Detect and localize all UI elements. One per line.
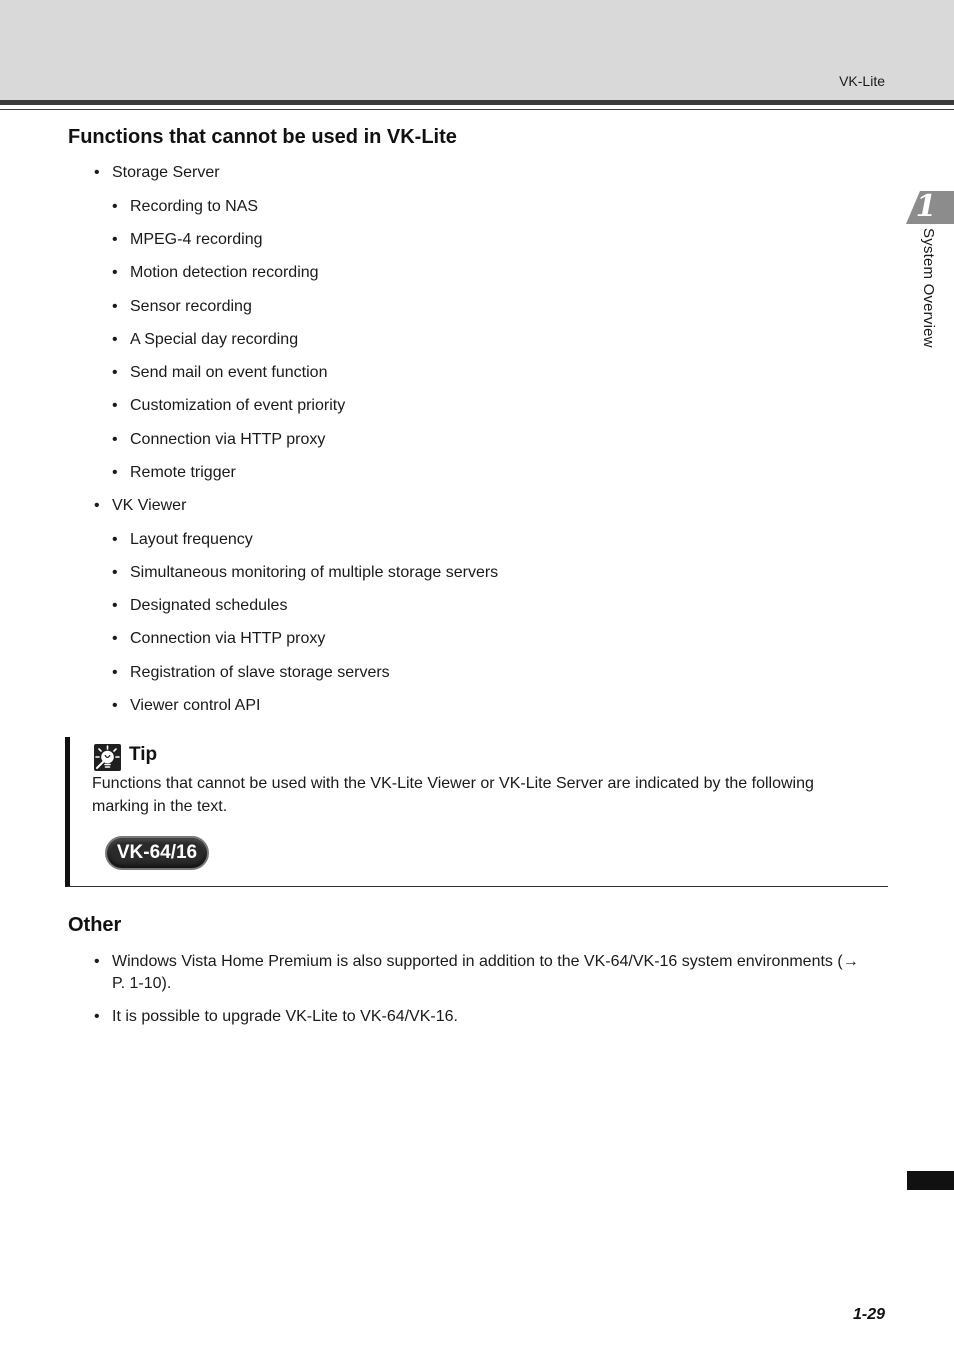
section-heading-unavailable-functions: Functions that cannot be used in VK-Lite [68,126,457,148]
bullet-icon: • [112,630,118,647]
bullet-icon: • [112,397,118,414]
section-heading-other: Other [68,914,122,936]
list-item-label: VK Viewer [112,497,187,514]
list-item-label: Customization of event priority [130,397,346,414]
list-item-label: Registration of slave storage servers [130,664,390,681]
page-number: 1-29 [852,1306,885,1323]
tip-body: Functions that cannot be used with the VK-Lite Viewer or VK-Lite Server are indicated by the following marking in the text. [92,775,814,815]
header-rule-thin [0,109,954,110]
list-item-label: Connection via HTTP proxy [130,431,326,448]
bullet-icon: • [112,431,118,448]
list-item-label: Windows Vista Home Premium is also supported in addition to the VK-64/VK-16 system environments (→ P. 1-10). [112,953,859,992]
header-band [0,0,954,100]
list-item-label: Send mail on event function [130,364,328,381]
bullet-icon: • [112,697,118,714]
header-rule [0,100,954,105]
list-item-label: A Special day recording [130,331,299,348]
list-item-label: Connection via HTTP proxy [130,630,326,647]
tip-lightbulb-icon [94,744,121,771]
list-item-label: Sensor recording [130,298,252,315]
vk-64-16-badge: VK-64/16 [105,836,209,870]
bullet-icon: • [94,497,100,514]
tip-title: Tip [129,744,158,765]
list-item-label: MPEG-4 recording [130,231,263,248]
side-marker [907,1171,954,1190]
bullet-icon: • [94,1008,100,1025]
list-item-label: Motion detection recording [130,264,319,281]
chapter-number: 1 [915,189,937,224]
bullet-icon: • [112,364,118,381]
bullet-icon: • [112,298,118,315]
bullet-icon: • [112,264,118,281]
bullet-icon: • [112,464,118,481]
list-item-label: Recording to NAS [130,198,259,215]
running-head: VK-Lite [839,73,885,89]
bullet-icon: • [112,531,118,548]
bullet-icon: • [112,231,118,248]
bullet-icon: • [112,198,118,215]
list-item [94,951,864,995]
bullet-icon: • [112,331,118,348]
list-item-label: It is possible to upgrade VK-Lite to VK-64/VK-16. [112,1008,458,1025]
bullet-icon: • [94,164,100,181]
bullet-icon: • [112,664,118,681]
list-item [94,1006,864,1028]
list-item-label: Storage Server [112,164,220,181]
list-item-label: Layout frequency [130,531,253,548]
bullet-icon: • [94,953,100,970]
bullet-icon: • [112,597,118,614]
list-item-label: Remote trigger [130,464,236,481]
list-item-label: Viewer control API [130,697,261,714]
chapter-side-label: System Overview [920,228,937,348]
bullet-icon: • [112,564,118,581]
list-item-label: Simultaneous monitoring of multiple storage servers [130,564,499,581]
list-item-label: Designated schedules [130,597,288,614]
